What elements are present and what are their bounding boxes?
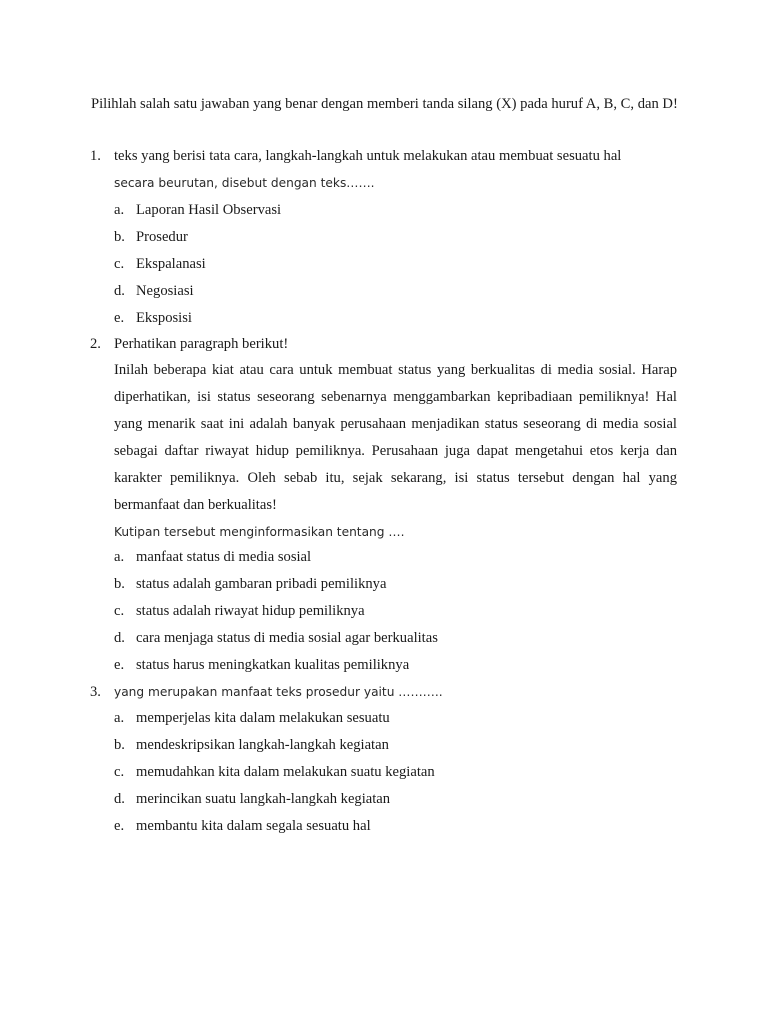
- q3-option-d: merincikan suatu langkah-langkah kegiatan: [136, 791, 391, 807]
- q1-option-a-letter: a.: [114, 202, 125, 218]
- q3-option-a: memperjelas kita dalam melakukan sesuatu: [136, 710, 390, 726]
- q1-option-e-letter: e.: [114, 310, 125, 326]
- q2-option-b: status adalah gambaran pribadi pemiliknya: [136, 576, 387, 592]
- q1-option-c: Ekspalanasi: [136, 256, 206, 272]
- question-1-number: 1.: [90, 148, 101, 164]
- q1-option-d: Negosiasi: [136, 283, 194, 299]
- q2-option-e-letter: e.: [114, 657, 125, 673]
- q3-option-b: mendeskripsikan langkah-langkah kegiatan: [136, 737, 389, 753]
- q1-option-e: Eksposisi: [136, 310, 192, 326]
- question-1-text: teks yang berisi tata cara, langkah-langkah untuk melakukan atau membuat sesuatu hal: [114, 148, 622, 164]
- question-2-text: Perhatikan paragraph berikut!: [114, 336, 289, 352]
- q2-option-c: status adalah riwayat hidup pemiliknya: [136, 603, 365, 619]
- q2-option-a: manfaat status di media sosial: [136, 549, 312, 565]
- question-2-prompt: Kutipan tersebut menginformasikan tentang ….: [114, 525, 405, 539]
- q2-option-d: cara menjaga status di media sosial agar berkualitas: [136, 630, 438, 646]
- q1-option-a: Laporan Hasil Observasi: [136, 202, 282, 218]
- q2-option-b-letter: b.: [114, 576, 125, 592]
- q1-option-b: Prosedur: [136, 229, 188, 245]
- q2-option-c-letter: c.: [114, 603, 125, 619]
- question-2-number: 2.: [90, 336, 101, 352]
- q1-option-c-letter: c.: [114, 256, 125, 272]
- q3-option-c: memudahkan kita dalam melakukan suatu kegiatan: [136, 764, 435, 780]
- question-1-text-continued: secara beurutan, disebut dengan teks…….: [114, 176, 375, 190]
- q3-option-a-letter: a.: [114, 710, 125, 726]
- instruction-text: Pilihlah salah satu jawaban yang benar dengan memberi tanda silang (X) pada huruf A, B, C, dan D!: [91, 96, 678, 112]
- q3-option-d-letter: d.: [114, 791, 125, 807]
- q2-option-e: status harus meningkatkan kualitas pemiliknya: [136, 657, 410, 673]
- q2-option-d-letter: d.: [114, 630, 125, 646]
- q3-option-e-letter: e.: [114, 818, 125, 834]
- q3-option-c-letter: c.: [114, 764, 125, 780]
- q1-option-d-letter: d.: [114, 283, 125, 299]
- q1-option-b-letter: b.: [114, 229, 125, 245]
- question-3-number: 3.: [90, 684, 101, 700]
- q2-option-a-letter: a.: [114, 549, 125, 565]
- q3-option-b-letter: b.: [114, 737, 125, 753]
- question-2-paragraph: Inilah beberapa kiat atau cara untuk membuat status yang berkualitas di media sosial. Harap diperhatikan, isi status seseorang sebenarnya menggambarkan kepribadiaan pemiliknya! Hal yang menarik saat ini adalah banyak perusahaan menjadikan status seseorang di media sosial sebagai daftar riwayat hidup pemiliknya. Perusahaan juga dapat mengetahui etos kerja dan karakter pemiliknya. Oleh sebab itu, sejak sekarang, isi status tersebut dengan hal yang bermanfaat dan berkualitas!: [114, 362, 677, 513]
- question-3-text: yang merupakan manfaat teks prosedur yaitu ………..: [114, 685, 443, 699]
- q3-option-e: membantu kita dalam segala sesuatu hal: [136, 818, 371, 834]
